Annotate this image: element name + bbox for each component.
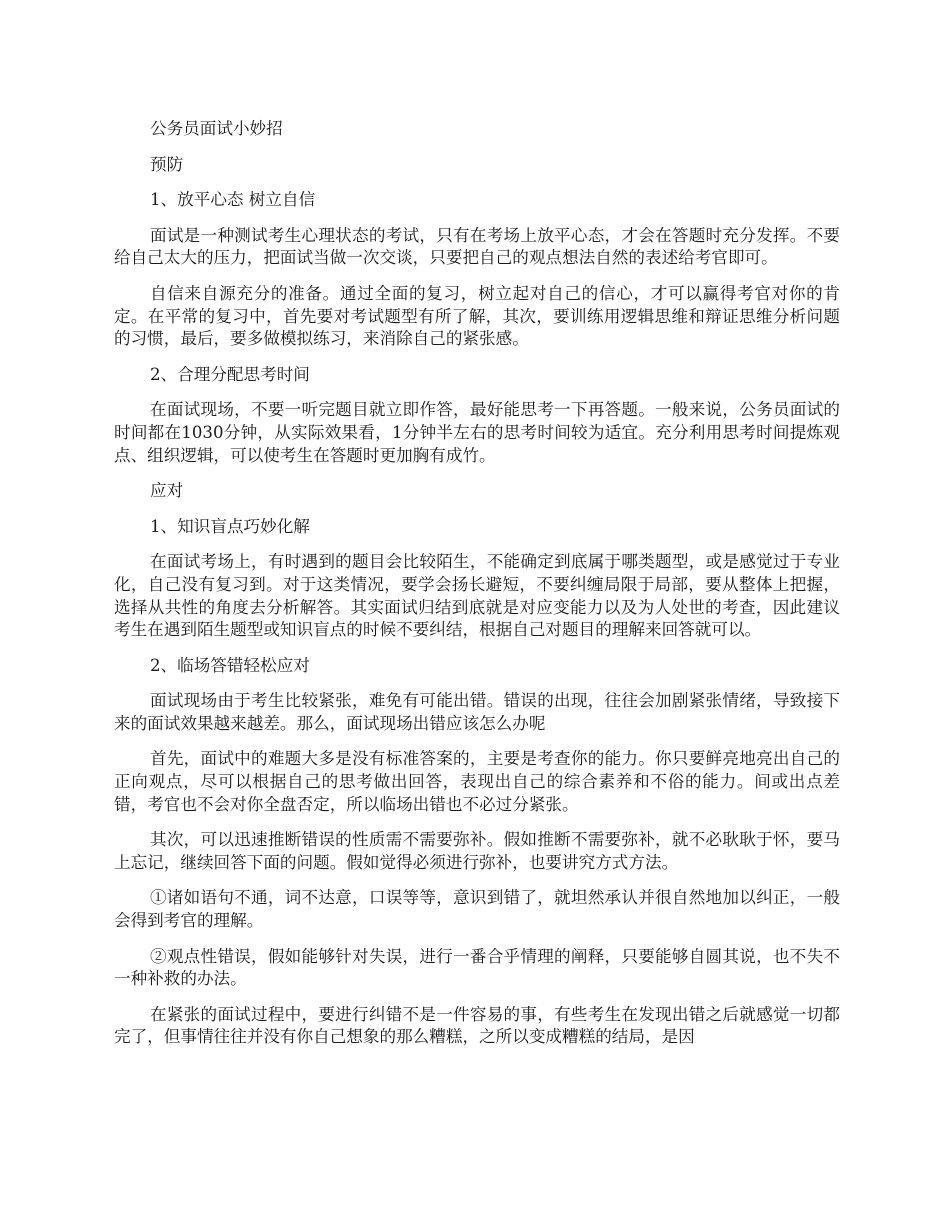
- list-item: ①诸如语句不通，词不达意，口误等等，意识到错了，就坦然承认并很自然地加以纠正，一般会得到考官的理解。: [114, 888, 840, 931]
- body-paragraph: 面试是一种测试考生心理状态的考试，只有在考场上放平心态，才会在答题时充分发挥。不要给自己太大的压力，把面试当做一次交谈，只要把自己的观点想法自然的表述给考官即可。: [114, 225, 840, 268]
- subheading: 2、临场答错轻松应对: [150, 655, 310, 675]
- section-heading-prevention: 预防: [150, 154, 184, 174]
- document-page: [114, 118, 840, 1062]
- subheading: 1、知识盲点巧妙化解: [150, 516, 310, 536]
- subheading: 1、放平心态 树立自信: [150, 190, 316, 210]
- body-paragraph: 在面试考场上，有时遇到的题目会比较陌生，不能确定到底属于哪类题型，或是感觉过于专业化，自己没有复习到。对于这类情况，要学会扬长避短，不要纠缠局限于局部，要从整体上把握，选择从共性的角度去分析解答。其实面试归结到底就是对应变能力以及为人处世的考查，因此建议考生在遇到陌生题型或知识盲点的时候不要纠结，根据自己对题目的理解来回答就可以。: [114, 552, 840, 640]
- subheading: 2、合理分配思考时间: [150, 364, 310, 384]
- body-paragraph: 其次，可以迅速推断错误的性质需不需要弥补。假如推断不需要弥补，就不必耿耿于怀，要马上忘记，继续回答下面的问题。假如觉得必须进行弥补，也要讲究方式方法。: [114, 830, 840, 872]
- body-paragraph: 自信来自源充分的准备。通过全面的复习，树立起对自己的信心，才可以赢得考官对你的肯定。在平常的复习中，首先要对考试题型有所了解，其次，要训练用逻辑思维和辩证思维分析问题的习惯，最后，要多做模拟练习，来消除自己的紧张感。: [114, 283, 840, 349]
- list-item: ②观点性错误，假如能够针对失误，进行一番合乎情理的阐释，只要能够自圆其说，也不失不一种补救的办法。: [114, 946, 840, 989]
- document-title: 公务员面试小妙招: [150, 119, 283, 138]
- body-paragraph: 首先，面试中的难题大多是没有标准答案的，主要是考查你的能力。你只要鲜亮地亮出自己的正向观点，尽可以根据自己的思考做出回答，表现出自己的综合素养和不俗的能力。间或出点差错，考官也不会对你全盘否定，所以临场出错也不必过分紧张。: [114, 749, 840, 814]
- body-paragraph: 在面试现场，不要一听完题目就立即作答，最好能思考一下再答题。一般来说，公务员面试的时间都在1030分钟，从实际效果看，1分钟半左右的思考时间较为适宜。充分利用思考时间提炼观点、组织逻辑，可以使考生在答题时更加胸有成竹。: [114, 400, 840, 465]
- body-paragraph: 面试现场由于考生比较紧张，难免有可能出错。错误的出现，往往会加剧紧张情绪，导致接下来的面试效果越来越差。那么，面试现场出错应该怎么办呢: [114, 691, 840, 733]
- body-paragraph: 在紧张的面试过程中，要进行纠错不是一件容易的事，有些考生在发现出错之后就感觉一切都完了，但事情往往并没有你自己想象的那么糟糕，之所以变成糟糕的结局，是因: [114, 1004, 840, 1047]
- section-heading-response: 应对: [150, 481, 184, 501]
